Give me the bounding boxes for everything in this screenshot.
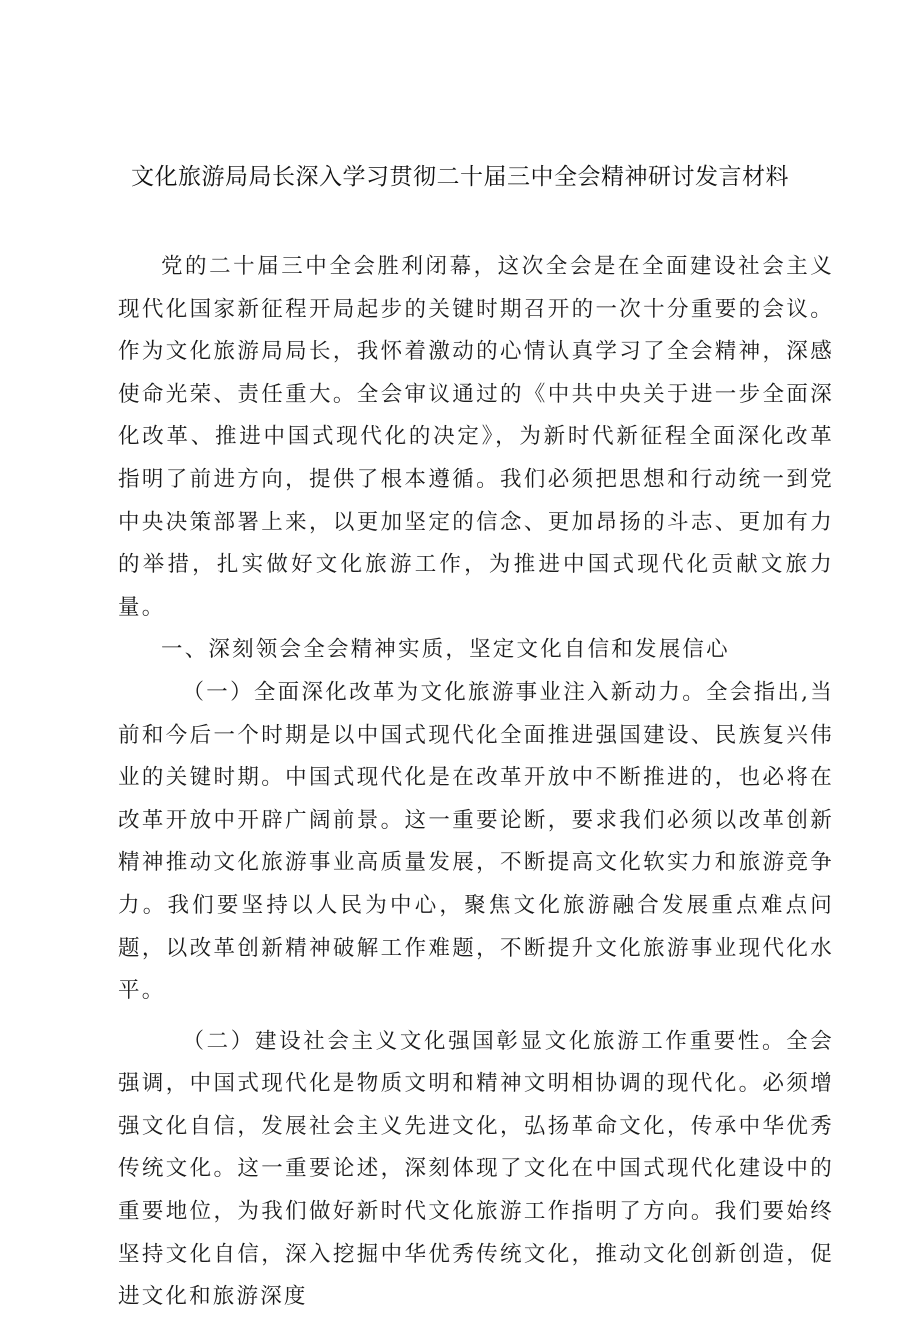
subsection-paragraph-2: （二）建设社会主义文化强国彰显文化旅游工作重要性。全会强调，中国式现代化是物质文明和精神文明相协调的现代化。必须增强文化自信，发展社会主义先进文化，弘扬革命文化，传承中华优秀传统文化。这一重要论述，深刻体现了文化在中国式现代化建设中的重要地位，为我们做好新时代文化旅游工作指明了方向。我们要始终坚持文化自信，深入挖掘中华优秀传统文化，推动文化创新创造，促进文化和旅游深度 bbox=[118, 1028, 834, 1310]
document-body bbox=[118, 246, 834, 1319]
section-heading-1: 一、深刻领会全会精神实质，坚定文化自信和发展信心 bbox=[161, 637, 730, 663]
intro-paragraph: 党的二十届三中全会胜利闭幕，这次全会是在全面建设社会主义现代化国家新征程开局起步的关键时期召开的一次十分重要的会议。作为文化旅游局局长，我怀着激动的心情认真学习了全会精神，深感使命光荣、责任重大。全会审议通过的《中共中央关于进一步全面深化改革、推进中国式现代化的决定》，为新时代新征程全面深化改革指明了前进方向，提供了根本遵循。我们必须把思想和行动统一到党中央决策部署上来，以更加坚定的信念、更加昂扬的斗志、更加有力的举措，扎实做好文化旅游工作，为推进中国式现代化贡献文旅力量。 bbox=[118, 254, 834, 620]
document-title: 文化旅游局局长深入学习贯彻二十届三中全会精神研讨发言材料 bbox=[131, 164, 789, 190]
subsection-paragraph-1: （一）全面深化改革为文化旅游事业注入新动力。全会指出,当前和今后一个时期是以中国式现代化全面推进强国建设、民族复兴伟业的关键时期。中国式现代化是在改革开放中不断推进的，也必将在改革开放中开辟广阔前景。这一重要论断，要求我们必须以改革创新精神推动文化旅游事业高质量发展，不断提高文化软实力和旅游竞争力。我们要坚持以人民为中心，聚焦文化旅游融合发展重点难点问题，以改革创新精神破解工作难题，不断提升文化旅游事业现代化水平。 bbox=[118, 679, 834, 1004]
paragraph-gap bbox=[118, 1013, 834, 1021]
